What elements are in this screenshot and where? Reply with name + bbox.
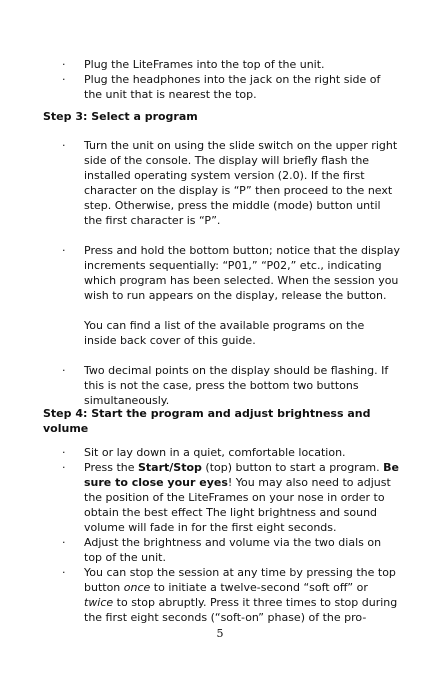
start-stop-label: Start/Stop — [138, 461, 202, 474]
step4-heading: Step 4: Start the program and adjust brightness and volume — [43, 407, 371, 435]
text-run: Press the — [84, 461, 138, 474]
text-run: (top) button to start a program. — [201, 461, 384, 474]
list-item — [62, 72, 400, 102]
bullet-marker: · — [62, 244, 66, 257]
list-item-text: Two decimal points on the display should be flashing. If this is not the case, press the bottom two buttons simultaneously. — [84, 364, 389, 407]
list-item — [62, 363, 400, 408]
twice-emphasis: twice — [84, 596, 114, 609]
bullet-marker: · — [62, 461, 66, 474]
bullet-marker: · — [62, 446, 66, 459]
list-item — [62, 445, 400, 460]
bullet-marker: · — [62, 536, 66, 549]
list-item — [62, 565, 400, 625]
list-item-text: Adjust the brightness and volume via the two dials on top of the unit. — [84, 536, 382, 564]
list-item-text: Plug the headphones into the jack on the right side of the unit that is nearest the top. — [84, 73, 381, 101]
bullet-marker: · — [62, 73, 66, 86]
bullet-marker: · — [62, 364, 66, 377]
text-run: to initiate a twelve-second “soft off” or — [150, 581, 368, 594]
list-item-note: You can find a list of the available programs on the inside back cover of this guide. — [84, 319, 365, 347]
list-item — [62, 138, 400, 228]
text-run: ! You may also need to adjust the position of the LiteFrames on your nose in order to obtain the best effect The light brightness and sound volume will fade in for the first eight seconds. — [84, 476, 391, 534]
bullet-marker: · — [62, 139, 66, 152]
list-item-text: Turn the unit on using the slide switch on the upper right side of the console. The display will briefly flash the installed operating system version (2.0). If the first character on the display is “P” then proceed to the next step. Otherwise, press the middle (mode) button until the first character is “P”. — [84, 139, 398, 227]
close-eyes-emphasis: Be sure to close your eyes — [84, 461, 400, 489]
list-item — [62, 535, 400, 565]
list-item-text — [84, 565, 400, 625]
text-run: You can stop the session at any time by pressing the top button — [84, 566, 396, 594]
list-item-text: Sit or lay down in a quiet, comfortable location. — [84, 446, 346, 459]
list-item — [62, 460, 400, 535]
list-item-text: Press and hold the bottom button; notice that the display increments sequentially: “P01,” “P02,” etc., indicating which program has been selected. When the session you wish to run appears on the display, release the button. — [84, 244, 401, 302]
step3-bullet-list — [62, 138, 400, 408]
once-emphasis: once — [123, 581, 151, 594]
page-number: 5 — [216, 627, 224, 640]
list-item-text: Plug the LiteFrames into the top of the unit. — [84, 58, 325, 71]
list-item-text — [84, 460, 400, 535]
step4-bullet-list — [62, 445, 400, 625]
intro-bullet-list — [62, 57, 400, 102]
step3-heading: Step 3: Select a program — [43, 110, 198, 123]
list-item — [62, 243, 400, 348]
bullet-marker: · — [62, 566, 66, 579]
bullet-marker: · — [62, 58, 66, 71]
list-item — [62, 57, 400, 72]
text-run: to stop abruptly. Press it three times to stop during the first eight seconds (“soft-on” phase) of the pro- — [84, 596, 398, 624]
